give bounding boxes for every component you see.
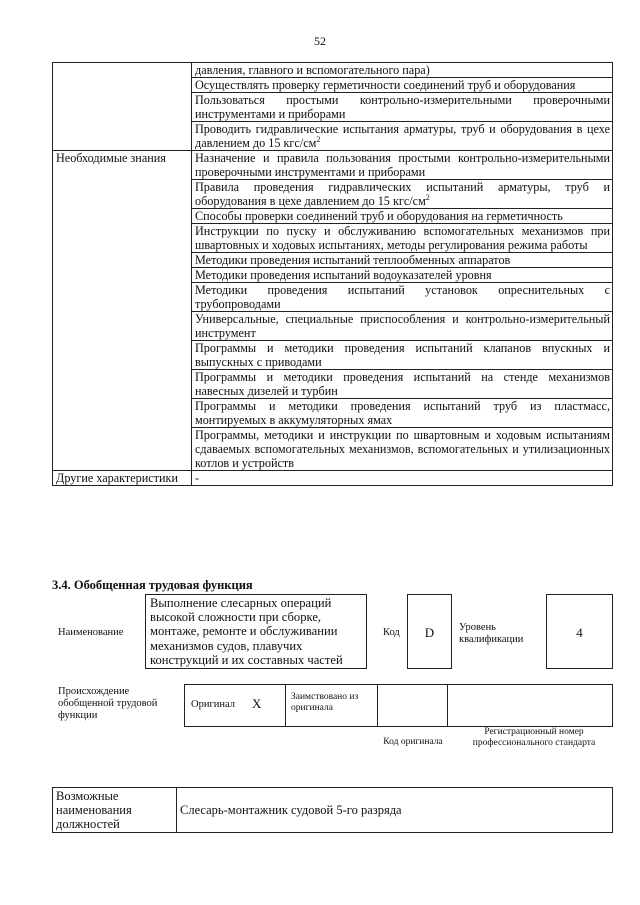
requirements-table — [52, 62, 613, 486]
name-label: Наименование — [58, 627, 124, 638]
list-item: Способы проверки соединений труб и оборудования на герметичность — [192, 209, 613, 224]
list-item: Пользоваться простыми контрольно-измерительными проверочными инструментами и приборами — [192, 93, 613, 122]
table-row — [53, 471, 613, 486]
list-item: Осуществлять проверку герметичности соединений труб и оборудования — [192, 78, 613, 93]
positions-label: Возможные наименования должностей — [53, 788, 177, 833]
knowledge-label: Необходимые знания — [53, 151, 192, 471]
level-value: 4 — [546, 594, 613, 669]
section-heading: 3.4. Обобщенная трудовая функция — [52, 578, 253, 592]
origin-label: Происхождение обобщенной трудовой функции — [58, 686, 158, 721]
list-item: Проводить гидравлические испытания арматуры, труб и оборудования в цехе давлением до 15 кгс/$см^2$ — [192, 122, 613, 151]
table-row — [53, 63, 613, 78]
list-item: Программы и методики проведения испытаний труб из пластмасс, монтируемых в аккумуляторных ямах — [192, 399, 613, 428]
level-label: Уровень квалификации — [459, 622, 524, 645]
divider — [285, 684, 286, 727]
list-item: Программы, методики и инструкции по швартовным и ходовым испытаниям сдаваемых вспомогательных механизмов, вспомогательных и утилизационных котлов и устройств — [192, 428, 613, 471]
row-label — [53, 63, 192, 151]
table-row — [53, 788, 613, 833]
list-item: Методики проведения испытаний водоуказателей уровня — [192, 268, 613, 283]
borrowed-label: Заимствовано из оригинала — [291, 692, 359, 713]
function-name-box: Выполнение слесарных операций высокой сложности при сборке, монтаже, ремонте и обслуживании механизмов судов, плавучих конструкций и их составных частей — [145, 594, 367, 669]
list-item: Методики проведения испытаний теплообменных аппаратов — [192, 253, 613, 268]
positions-value: Слесарь-монтажник судовой 5-го разряда — [177, 788, 613, 833]
list-item: Универсальные, специальные приспособления и контрольно-измерительный инструмент — [192, 312, 613, 341]
other-label: Другие характеристики — [53, 471, 192, 486]
list-item: Правила проведения гидравлических испытаний арматуры, труб и оборудования в цехе давлением до 15 кгс/$см^2$ — [192, 180, 613, 209]
page-number: 52 — [314, 34, 326, 48]
list-item: Программы и методики проведения испытаний на стенде механизмов навесных дизелей и турбин — [192, 370, 613, 399]
table-row — [53, 151, 613, 180]
code-label: Код — [383, 627, 400, 638]
other-value: - — [192, 471, 613, 486]
code-original-label: Код оригинала — [383, 737, 443, 747]
divider — [377, 684, 378, 727]
original-label: Оригинал — [191, 699, 235, 710]
code-value: D — [407, 594, 452, 669]
list-item: Назначение и правила пользования простыми контрольно-измерительными проверочными инструментами и приборами — [192, 151, 613, 180]
list-item: Программы и методики проведения испытаний клапанов впускных и выпускных с приводами — [192, 341, 613, 370]
list-item: Методики проведения испытаний установок опреснительных с трубопроводами — [192, 283, 613, 312]
divider — [447, 684, 448, 727]
reg-number-label: Регистрационный номер профессионального стандарта — [472, 727, 596, 748]
original-mark: X — [252, 696, 262, 711]
list-item: Инструкции по пуску и обслуживанию вспомогательных механизмов при швартовных и ходовых испытаниях, методы регулирования режима работы — [192, 224, 613, 253]
origin-box — [184, 684, 613, 727]
positions-table — [52, 787, 613, 833]
list-item: давления, главного и вспомогательного пара) — [192, 63, 613, 78]
